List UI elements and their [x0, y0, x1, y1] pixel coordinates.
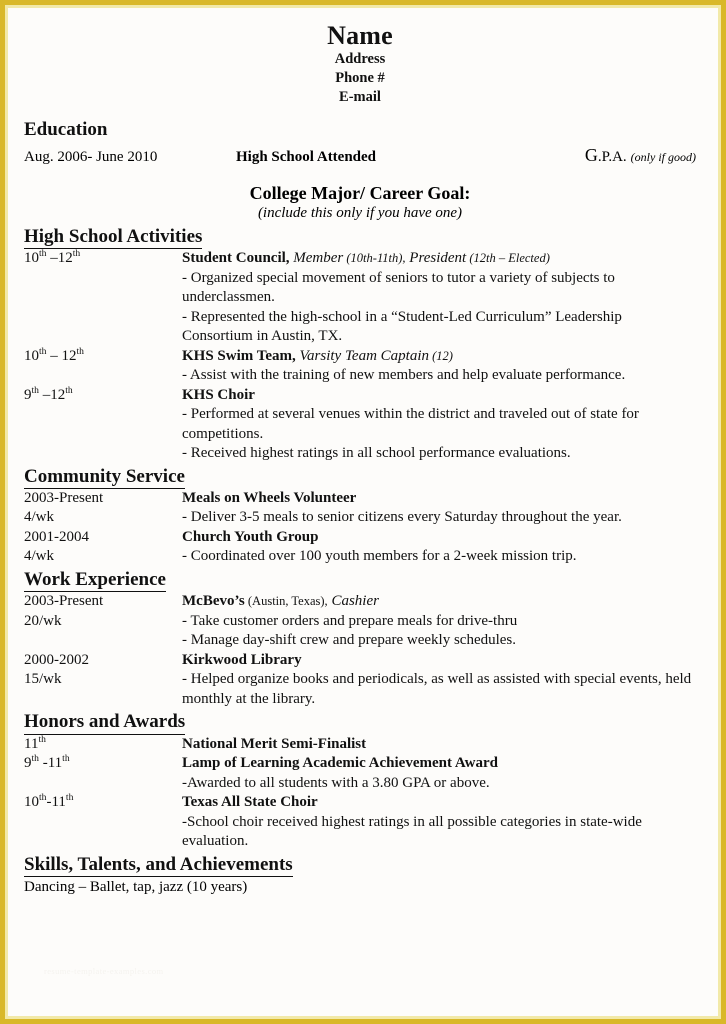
activity-bullet-text: - Performed at several venues within the district and traveled out of state for competitions.	[182, 406, 639, 442]
activity-role: Varsity Team Captain	[295, 347, 429, 364]
work-experience-row-text: Kirkwood Library	[182, 651, 302, 668]
gpa-label: .P.A.	[597, 148, 627, 165]
activity-bullet-text: - Received highest ratings in all school performance evaluations.	[182, 445, 571, 462]
honor-entry-row	[24, 793, 696, 813]
activity-role: Member	[289, 250, 344, 267]
honor-bullet-text: -School choir received highest ratings in all possible categories in state-wide evaluation.	[182, 813, 642, 850]
honor-entry-row	[24, 735, 696, 755]
work-experience-row-date: 15/wk	[24, 671, 62, 688]
community-service-row-text: Church Youth Group	[182, 528, 319, 545]
honor-entry-title: Lamp of Learning Academic Achievement Award	[182, 755, 498, 772]
activity-title: KHS Choir	[182, 386, 255, 403]
community-service-row-text: - Deliver 3-5 meals to senior citizens every Saturday throughout the year.	[182, 509, 622, 526]
honor-bullet-row	[24, 774, 696, 794]
activity-bullet-row	[24, 405, 696, 444]
honor-entry-dates: 11th	[24, 733, 46, 752]
community-service-row	[24, 528, 696, 548]
work-experience-rows	[24, 612, 696, 710]
work-first-job-row	[24, 592, 696, 612]
resume-header	[24, 18, 696, 107]
activity-role-2: President	[405, 250, 467, 267]
honor-bullet-text: -Awarded to all students with a 3.80 GPA or above.	[182, 774, 490, 791]
activity-bullet-text: - Assist with the training of new members and help evaluate performance.	[182, 367, 626, 384]
section-heading-skills: Skills, Talents, and Achievements	[24, 854, 293, 877]
activity-entry-title	[182, 347, 696, 367]
section-heading-community-service: Community Service	[24, 466, 185, 489]
section-heading-honors: Honors and Awards	[24, 711, 185, 734]
activity-role-detail: (12)	[429, 348, 453, 363]
page-watermark: resume-template-examples.com	[44, 966, 164, 976]
work-first-job-title	[182, 592, 696, 612]
activity-bullet-row	[24, 444, 696, 464]
work-experience-row-text: - Manage day-shift crew and prepare weekly schedules.	[182, 632, 517, 649]
work-role: Cashier	[327, 593, 379, 610]
section-heading-activities: High School Activities	[24, 226, 202, 249]
activity-title: KHS Swim Team,	[182, 347, 296, 364]
honor-bullet-row	[24, 813, 696, 852]
activity-bullet-row	[24, 308, 696, 347]
activity-entry-dates: 10th – 12th	[24, 345, 84, 364]
work-experience-row-date: 2000-2002	[24, 651, 89, 668]
applicant-name: Name	[327, 21, 393, 50]
honor-entry-row	[24, 754, 696, 774]
honor-entry-dates: 10th-11th	[24, 792, 74, 811]
activity-bullet-row	[24, 366, 696, 386]
community-service-row-date: 2001-2004	[24, 528, 89, 545]
work-experience-row-date: 20/wk	[24, 612, 62, 629]
skills-lines	[24, 877, 696, 897]
work-experience-row	[24, 651, 696, 671]
community-service-row	[24, 508, 696, 528]
section-skills	[24, 854, 696, 898]
community-service-rows	[24, 489, 696, 567]
activities-entries	[24, 249, 696, 464]
section-education	[24, 119, 696, 167]
activity-entry-row	[24, 249, 696, 269]
section-heading-work-experience: Work Experience	[24, 569, 166, 592]
community-service-row-date: 2003-Present	[24, 489, 104, 506]
activity-entry-title	[182, 249, 696, 269]
applicant-phone: Phone #	[335, 70, 385, 87]
community-service-row	[24, 489, 696, 509]
page-border-inner	[5, 5, 721, 1019]
activity-title: Student Council,	[182, 250, 290, 267]
section-career-goal	[24, 182, 696, 224]
section-heading-education: Education	[24, 119, 108, 141]
applicant-email: E-mail	[339, 89, 381, 106]
work-experience-row-text: - Helped organize books and periodicals, as well as assisted with special events, held monthly at the library.	[182, 671, 692, 707]
honor-entry-dates: 9th -11th	[24, 753, 70, 772]
activity-entry-dates: 9th –12th	[24, 384, 73, 403]
work-experience-row	[24, 670, 696, 709]
resume-page	[8, 8, 718, 1016]
education-row	[24, 144, 696, 168]
activity-bullet-row	[24, 269, 696, 308]
activity-bullet-text: - Represented the high-school in a “Student-Led Curriculum” Leadership Consortium in Austin, TX.	[182, 308, 622, 345]
skills-line-item: Dancing – Ballet, tap, jazz (10 years)	[24, 879, 248, 896]
education-gpa	[585, 144, 696, 168]
career-goal-title: College Major/ Career Goal:	[249, 182, 471, 203]
activity-bullet-text: - Organized special movement of seniors to tutor a variety of subjects to underclassmen.	[182, 269, 615, 306]
education-dates: Aug. 2006- June 2010	[24, 148, 158, 165]
activity-entry-title	[182, 386, 696, 406]
activity-role-detail: (10th-11th),	[343, 251, 406, 266]
work-experience-row	[24, 631, 696, 651]
section-activities	[24, 226, 696, 464]
career-goal-note: (include this only if you have one)	[257, 205, 463, 222]
work-experience-row-text: - Take customer orders and prepare meals for drive-thru	[182, 612, 518, 629]
work-first-job-date: 2003-Present	[24, 593, 104, 610]
gpa-note: (only if good)	[630, 149, 696, 164]
work-experience-row	[24, 612, 696, 632]
section-honors	[24, 711, 696, 851]
honors-entries	[24, 735, 696, 852]
activity-role-detail-2: (12th – Elected)	[466, 251, 550, 266]
community-service-row-text: Meals on Wheels Volunteer	[182, 489, 357, 506]
work-location: (Austin, Texas),	[244, 594, 328, 609]
honor-entry-title: National Merit Semi-Finalist	[182, 735, 367, 752]
applicant-address: Address	[334, 51, 386, 68]
section-community-service	[24, 466, 696, 567]
section-work-experience	[24, 569, 696, 709]
activity-entry-row	[24, 347, 696, 367]
work-employer: McBevo’s	[182, 593, 245, 610]
honor-entry-title: Texas All State Choir	[182, 794, 318, 811]
activity-entry-dates: 10th –12th	[24, 248, 81, 267]
gpa-initial: G	[584, 144, 598, 165]
activity-entry-row	[24, 386, 696, 406]
community-service-row-text: - Coordinated over 100 youth members for a 2-week mission trip.	[182, 548, 577, 565]
community-service-row-date: 4/wk	[24, 509, 54, 526]
community-service-row	[24, 547, 696, 567]
education-school: High School Attended	[236, 148, 377, 165]
community-service-row-date: 4/wk	[24, 548, 54, 565]
